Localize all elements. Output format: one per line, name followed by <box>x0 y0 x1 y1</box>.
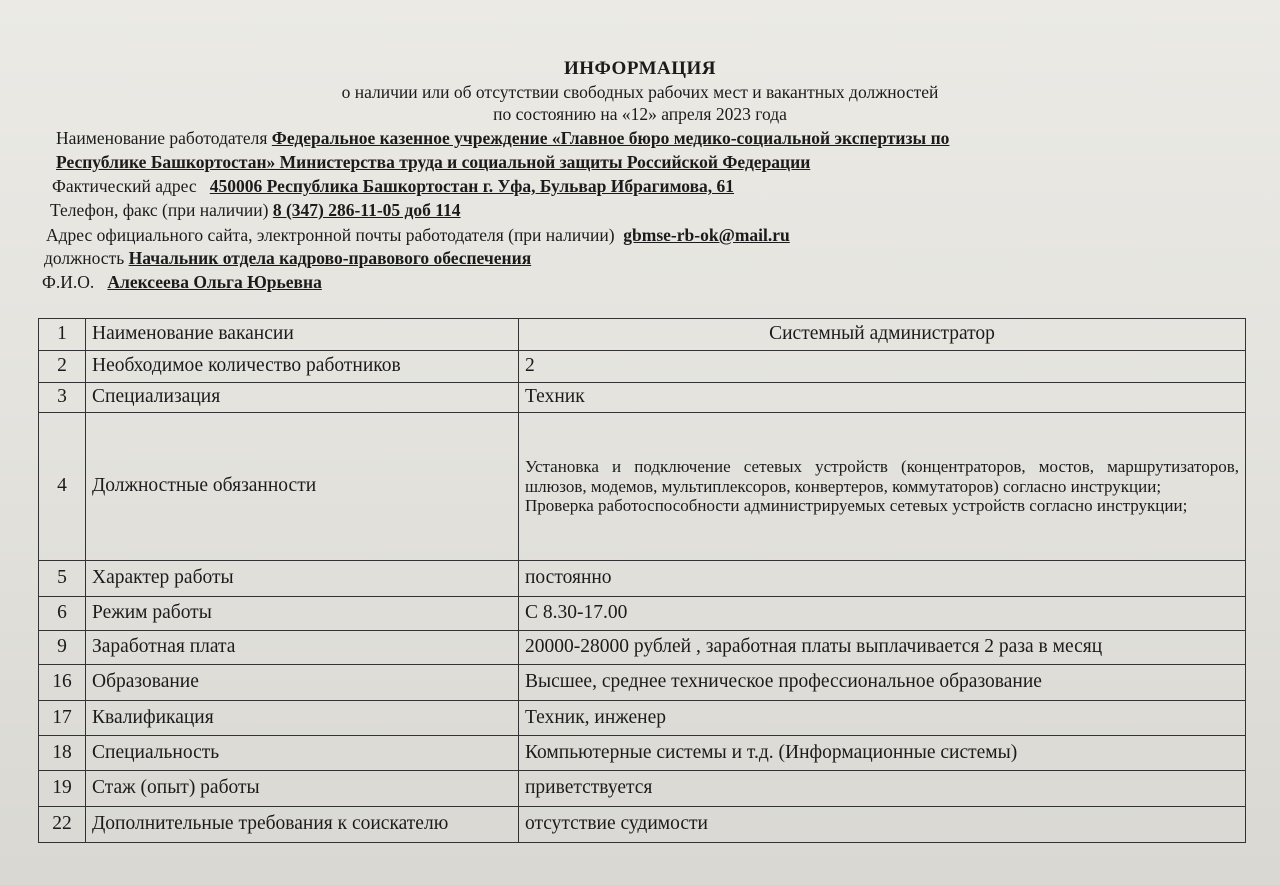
contact-fio-value: Алексеева Ольга Юрьевна <box>107 272 322 292</box>
row-value: Высшее, среднее техническое профессиональное образование <box>519 665 1246 701</box>
row-number: 3 <box>39 383 86 413</box>
table-row <box>39 351 1246 383</box>
row-number: 19 <box>39 771 86 807</box>
table-row <box>39 701 1246 736</box>
row-label: Специализация <box>86 383 519 413</box>
table-row <box>39 561 1246 597</box>
employer-address-label: Фактический адрес <box>52 176 197 196</box>
row-value: Компьютерные системы и т.д. (Информационные системы) <box>519 736 1246 771</box>
table-row <box>39 665 1246 701</box>
row-value: Техник <box>519 383 1246 413</box>
table-row <box>39 319 1246 351</box>
employer-phone-label: Телефон, факс (при наличии) <box>50 200 269 220</box>
row-label: Характер работы <box>86 561 519 597</box>
table-row <box>39 383 1246 413</box>
row-label: Специальность <box>86 736 519 771</box>
employer-phone-value: 8 (347) 286-11-05 доб 114 <box>272 200 461 220</box>
table-row <box>39 807 1246 843</box>
duty-item: Установка и подключение сетевых устройств (концентраторов, мостов, маршрутизаторов, шлюзов, модемов, мультиплексоров, конвертеров, коммутаторов) согласно инструкции; <box>525 457 1239 496</box>
employer-address-line <box>52 176 734 197</box>
row-number: 17 <box>39 701 86 736</box>
vacancy-table <box>38 318 1246 843</box>
employer-email-value: gbmse-rb-ok@mail.ru <box>623 225 790 245</box>
row-value: приветствуется <box>519 771 1246 807</box>
employer-site-line <box>46 225 790 246</box>
row-label: Стаж (опыт) работы <box>86 771 519 807</box>
row-label: Наименование вакансии <box>86 319 519 351</box>
row-value: С 8.30-17.00 <box>519 597 1246 631</box>
employer-name-value-2: Республике Башкортостан» Министерства труда и социальной защиты Российской Федерации <box>56 152 811 172</box>
row-value: постоянно <box>519 561 1246 597</box>
row-number: 4 <box>39 413 86 561</box>
contact-position-value: Начальник отдела кадрово-правового обеспечения <box>128 248 532 268</box>
row-value: Системный администратор <box>519 319 1246 351</box>
contact-position-label: должность <box>44 248 125 268</box>
row-value: Техник, инженер <box>519 701 1246 736</box>
row-number: 1 <box>39 319 86 351</box>
row-value: 2 <box>519 351 1246 383</box>
table-row <box>39 771 1246 807</box>
row-label: Квалификация <box>86 701 519 736</box>
row-number: 9 <box>39 631 86 665</box>
row-label: Необходимое количество работников <box>86 351 519 383</box>
contact-fio-label: Ф.И.О. <box>42 272 95 292</box>
row-label: Дополнительные требования к соискателю <box>86 807 519 843</box>
document-title: ИНФОРМАЦИЯ <box>563 58 717 79</box>
row-number: 5 <box>39 561 86 597</box>
row-value: отсутствие судимости <box>519 807 1246 843</box>
row-value: 20000-28000 рублей , заработная платы выплачивается 2 раза в месяц <box>519 631 1246 665</box>
table-row <box>39 631 1246 665</box>
row-number: 6 <box>39 597 86 631</box>
row-number: 22 <box>39 807 86 843</box>
table-row <box>39 736 1246 771</box>
row-number: 2 <box>39 351 86 383</box>
employer-name-line <box>56 128 949 149</box>
table-row <box>39 413 1246 561</box>
row-label: Должностные обязанности <box>86 413 519 561</box>
employer-name-value: Федеральное казенное учреждение «Главное бюро медико-социальной экспертизы по <box>271 128 950 148</box>
table-row <box>39 597 1246 631</box>
document-date-line: по состоянию на «12» апреля 2023 года <box>493 104 787 124</box>
employer-name-line-2 <box>56 152 810 173</box>
row-label: Образование <box>86 665 519 701</box>
employer-site-label: Адрес официального сайта, электронной почты работодателя (при наличии) <box>46 225 615 245</box>
document-subtitle: о наличии или об отсутствии свободных рабочих мест и вакантных должностей <box>341 82 939 102</box>
employer-name-label: Наименование работодателя <box>56 128 268 148</box>
contact-fio-line <box>42 272 322 293</box>
duty-item: Проверка работоспособности администрируемых сетевых устройств согласно инструкции; <box>525 496 1188 516</box>
row-label: Заработная плата <box>86 631 519 665</box>
row-number: 18 <box>39 736 86 771</box>
contact-position-line <box>44 248 531 269</box>
employer-address-value: 450006 Республика Башкортостан г. Уфа, Бульвар Ибрагимова, 61 <box>209 176 735 196</box>
row-number: 16 <box>39 665 86 701</box>
row-label: Режим работы <box>86 597 519 631</box>
duties-cell <box>519 413 1246 561</box>
employer-phone-line <box>50 200 461 221</box>
